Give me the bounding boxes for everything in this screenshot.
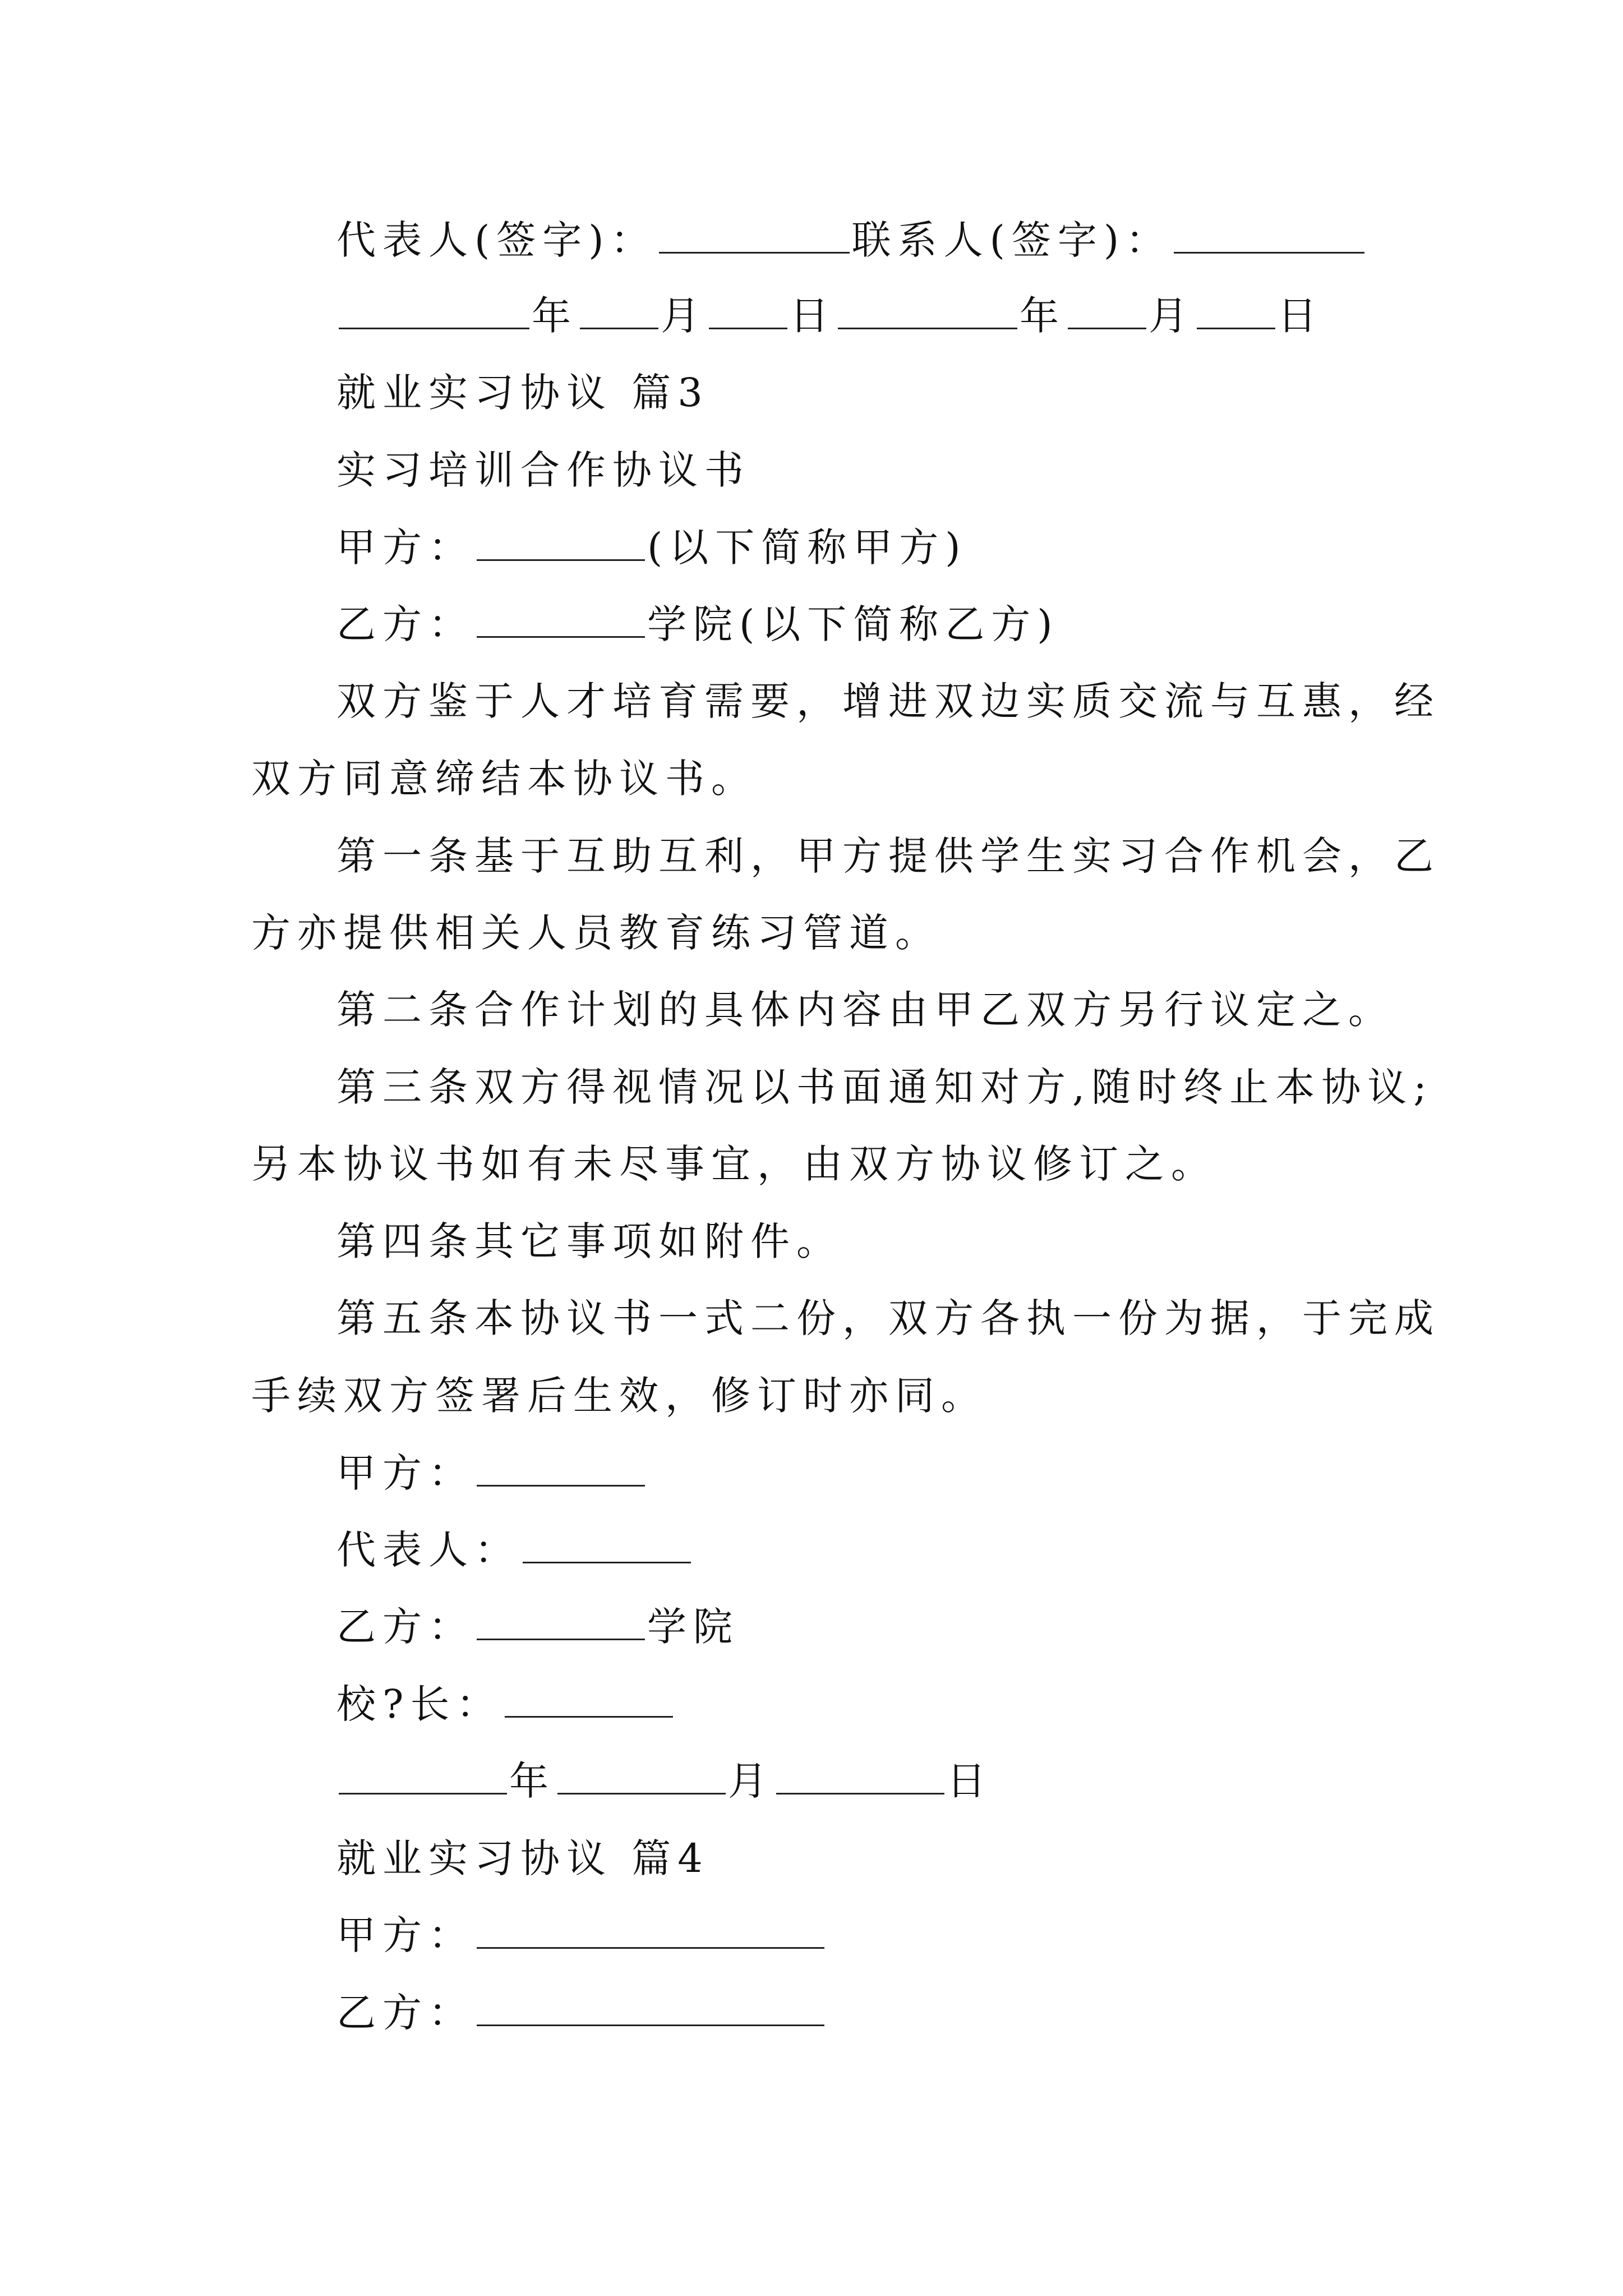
article-5-line: 手续双方签署后生效，修订时亦同。	[251, 1373, 987, 1419]
article-3-line: 第三条双方得视情况以书面通知对方,随时终止本协议;	[336, 1064, 1433, 1110]
party-a-label: 甲方：	[336, 1450, 474, 1496]
party-b-blank	[477, 1990, 824, 2026]
article-2-line: 第二条合作计划的具体内容由甲乙双方另行议定之。	[336, 987, 1394, 1033]
sign-representative	[336, 1523, 693, 1577]
section-heading: 就业实习协议 篇4	[336, 1835, 709, 1881]
article-1-line: 第一条基于互助互利，甲方提供学生实习合作机会，乙	[336, 833, 1440, 879]
month-label: 月	[728, 1758, 774, 1804]
year-label: 年	[509, 1758, 555, 1804]
month-label: 月	[1149, 293, 1195, 339]
date-blank	[339, 1758, 507, 1795]
party-b-line	[336, 597, 1059, 651]
date-blank	[1197, 293, 1275, 329]
party-a-signature-blank	[477, 1450, 645, 1487]
signature-row	[336, 213, 1367, 267]
party-a-blank	[477, 1912, 824, 1949]
party-b-suffix: 学院	[647, 1604, 739, 1650]
party-a-label: 甲方：	[336, 524, 474, 570]
day-label: 日	[1278, 293, 1324, 339]
agreement-title: 实习培训合作协议书	[336, 447, 750, 493]
sign-party-b	[336, 1600, 739, 1654]
date-blank	[838, 293, 1017, 329]
party-b-label: 乙方：	[336, 1604, 474, 1650]
party-b-suffix: 学院(以下简称乙方)	[647, 601, 1059, 647]
party-a-blank	[477, 524, 645, 561]
principal-blank	[505, 1681, 673, 1718]
date-blank	[709, 293, 787, 329]
article-3-line: 另本协议书如有未尽事宜，由双方协议修订之。	[251, 1141, 1217, 1187]
party-b-blank	[477, 601, 645, 638]
date-row	[336, 1754, 993, 1808]
party-a-label: 甲方：	[336, 1912, 474, 1958]
month-label: 月	[661, 293, 707, 339]
principal-label: 校?长：	[336, 1681, 502, 1727]
date-blank	[580, 293, 658, 329]
p4-party-b	[336, 1986, 827, 2040]
sign-principal	[336, 1677, 675, 1731]
day-label: 日	[790, 293, 836, 339]
article-4-line: 第四条其它事项如附件。	[336, 1218, 842, 1264]
year-label: 年	[1020, 293, 1066, 339]
paragraph-line: 双方鉴于人才培育需要，增进双边实质交流与互惠，经	[336, 678, 1440, 724]
date-blank	[1068, 293, 1146, 329]
party-a-line	[336, 521, 967, 574]
date-row	[336, 289, 1324, 343]
section-heading: 就业实习协议 篇3	[336, 370, 709, 416]
day-label: 日	[947, 1758, 993, 1804]
article-5-line: 第五条本协议书一式二份，双方各执一份为据，于完成	[336, 1295, 1440, 1341]
date-blank	[339, 293, 529, 329]
party-b-label: 乙方：	[336, 601, 474, 647]
party-a-suffix: (以下简称甲方)	[647, 524, 967, 570]
party-b-blank	[477, 1604, 645, 1640]
article-1-line: 方亦提供相关人员教育练习管道。	[251, 910, 941, 956]
representative-blank	[523, 1527, 691, 1563]
paragraph-line: 双方同意缔结本协议书。	[251, 756, 757, 802]
representative-label: 代表人：	[336, 1527, 520, 1573]
party-b-label: 乙方：	[336, 1990, 474, 2036]
p4-party-a	[336, 1908, 827, 1962]
contact-label: 联系人(签字)：	[851, 217, 1172, 263]
representative-signature-blank	[659, 217, 850, 254]
sign-party-a	[336, 1446, 647, 1500]
contact-signature-blank	[1174, 217, 1364, 254]
representative-label: 代表人(签字)：	[336, 217, 657, 263]
date-blank	[776, 1758, 944, 1795]
year-label: 年	[532, 293, 578, 339]
date-blank	[557, 1758, 726, 1795]
